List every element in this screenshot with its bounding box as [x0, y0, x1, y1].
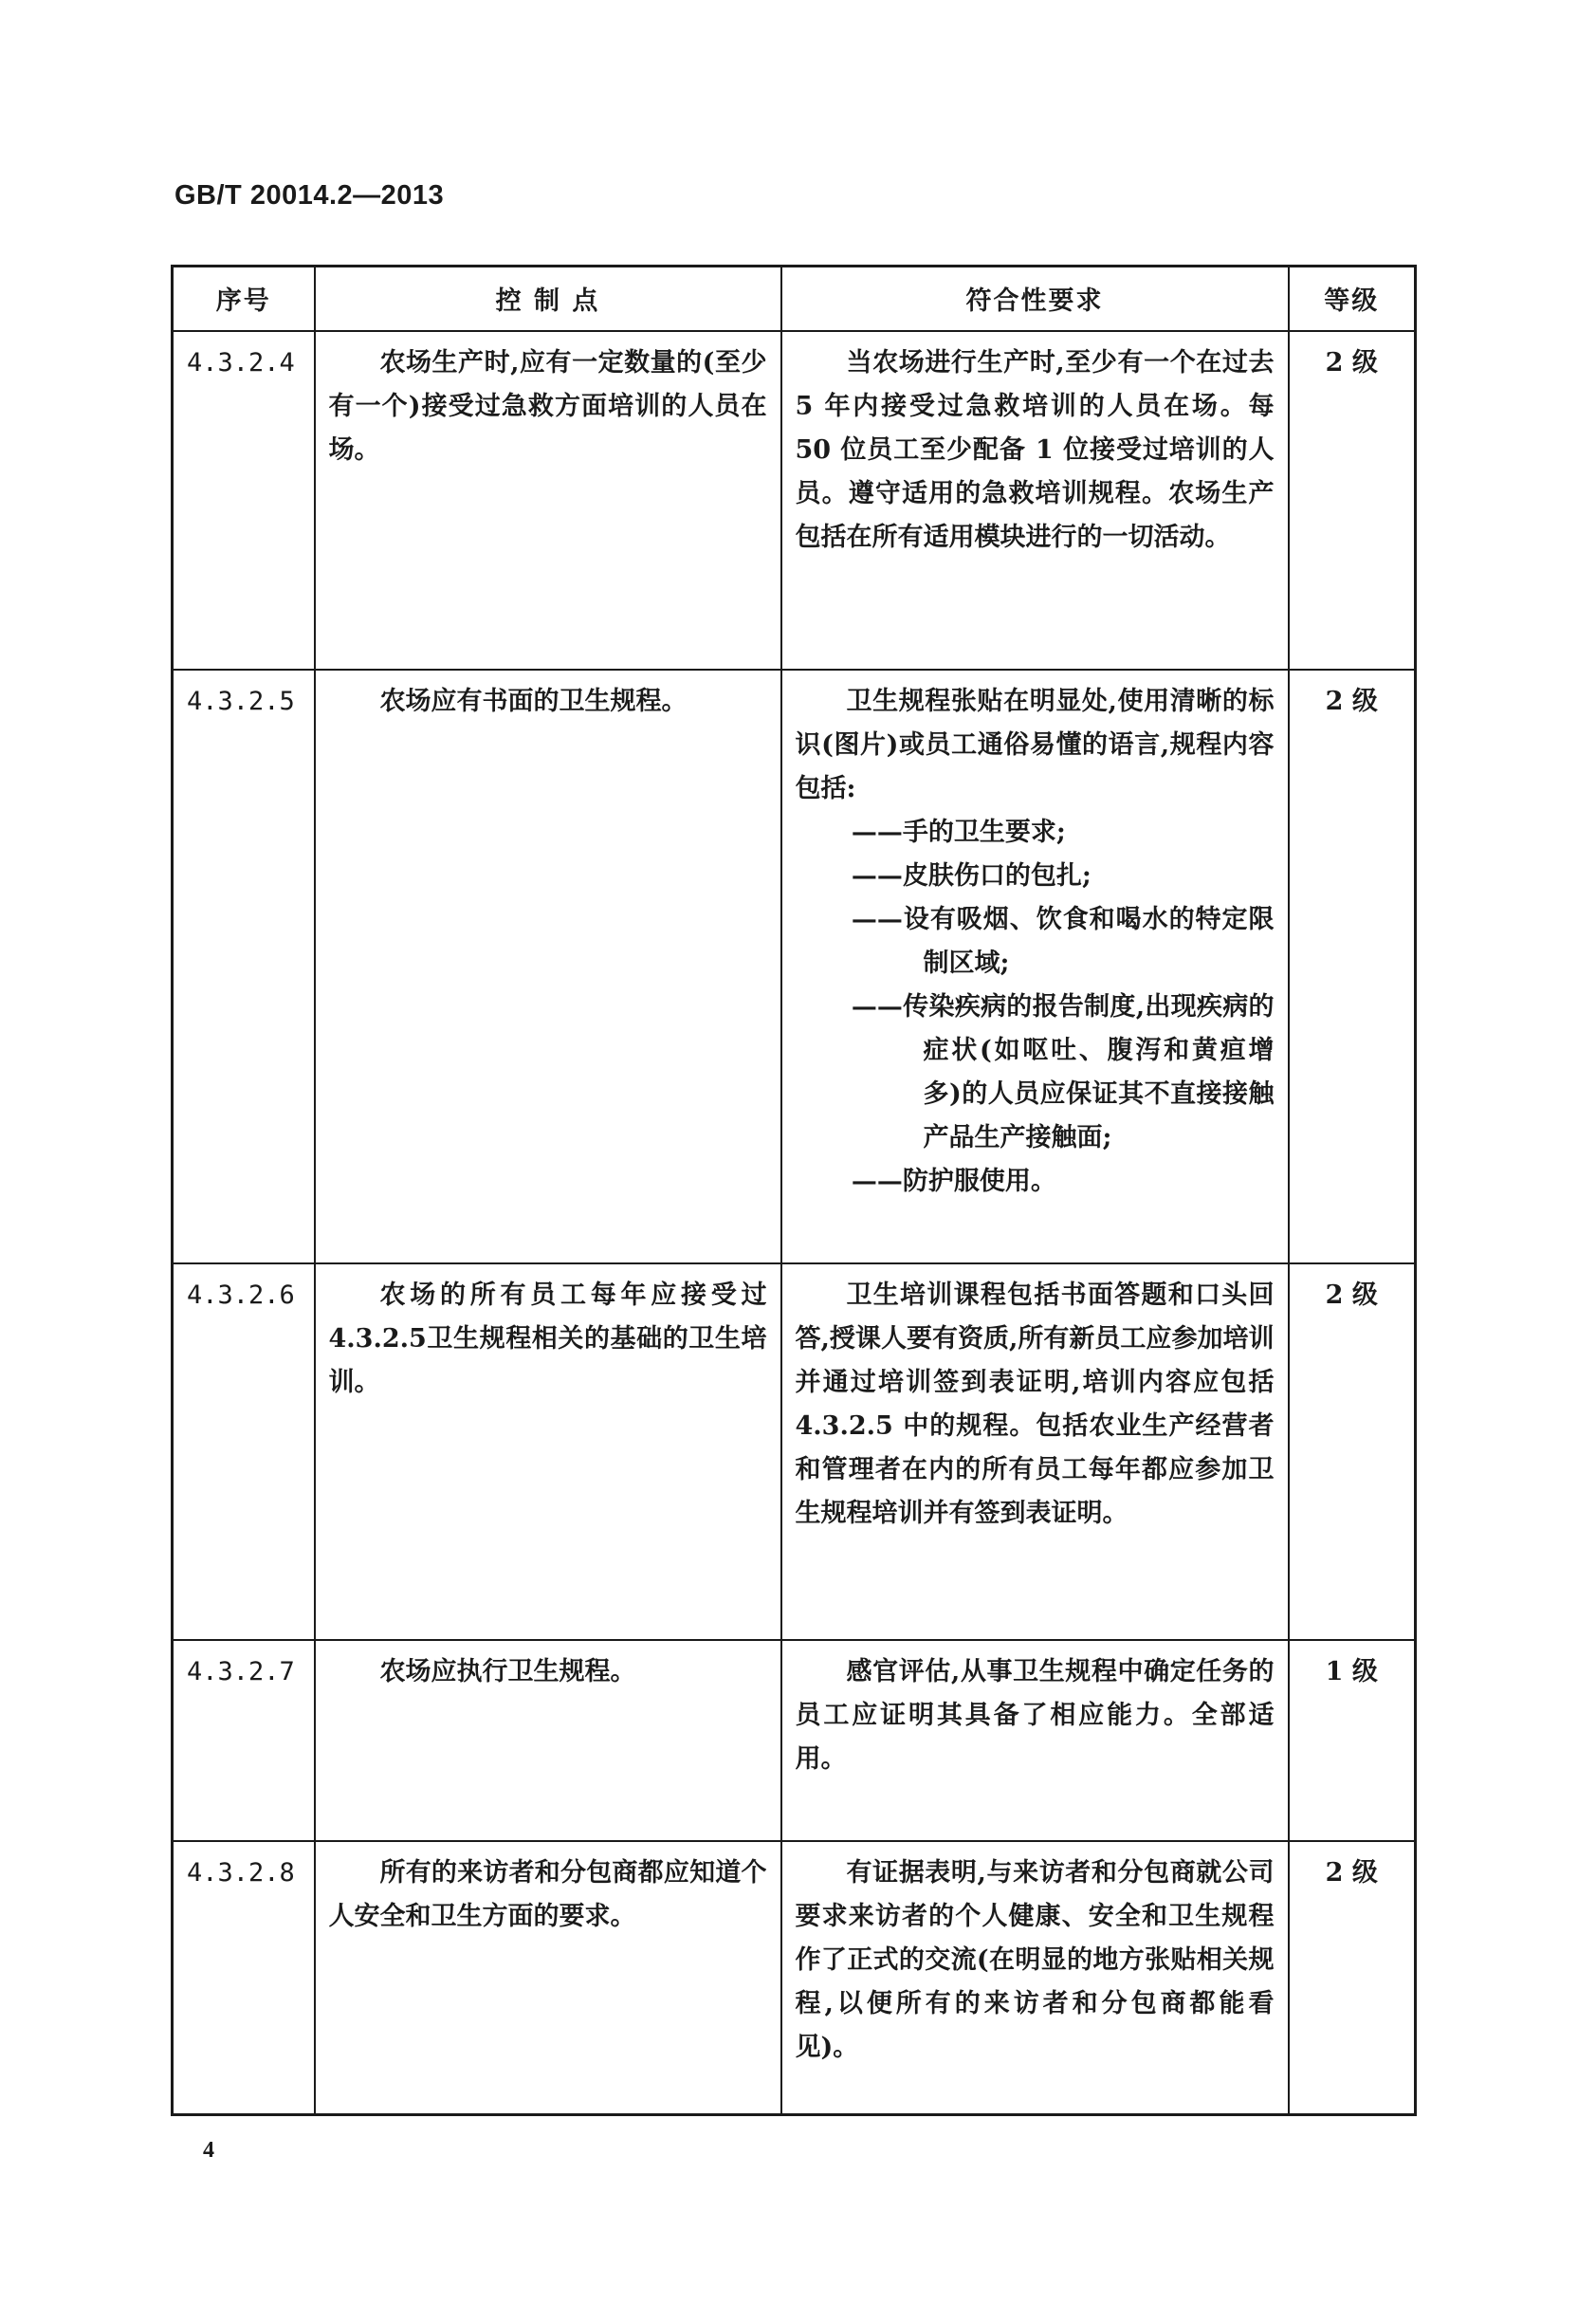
row-requirement: [781, 670, 1289, 1263]
requirement-text: 卫生规程张贴在明显处,使用清晰的标识(图片)或员工通俗易懂的语言,规程内容包括:: [795, 687, 1275, 803]
requirement-list-item: ——设有吸烟、饮食和喝水的特定限制区域;: [851, 905, 1275, 978]
table-row: [173, 1263, 1416, 1640]
row-control-point: 农场的所有员工每年应接受过 4.3.2.5卫生规程相关的基础的卫生培训。: [315, 1263, 781, 1640]
row-grade: 2 级: [1289, 1841, 1416, 2114]
row-num: 4.3.2.4: [173, 331, 315, 670]
column-header-control: 控 制 点: [315, 267, 781, 332]
table-row: [173, 1841, 1416, 2114]
requirement-list-item: ——传染疾病的报告制度,出现疾病的症状(如呕吐、腹泻和黄疸增多)的人员应保证其不直接接触产品生产接触面;: [851, 992, 1275, 1152]
row-control-point: 农场应有书面的卫生规程。: [315, 670, 781, 1263]
column-header-grade: 等级: [1289, 267, 1416, 332]
page-number: 4: [203, 2138, 214, 2163]
requirement-text: 卫生培训课程包括书面答题和口头回答,授课人要有资质,所有新员工应参加培训并通过培训签到表证明,培训内容应包括 4.3.2.5 中的规程。包括农业生产经营者和管理者在内的所有员工每年都应参加卫生规程培训并有签到表证明。: [795, 1280, 1275, 1528]
requirement-text: 感官评估,从事卫生规程中确定任务的员工应证明其具备了相应能力。全部适用。: [795, 1657, 1275, 1774]
row-num: 4.3.2.8: [173, 1841, 315, 2114]
row-grade: 2 级: [1289, 1263, 1416, 1640]
standard-code: GB/T 20014.2—2013: [174, 180, 445, 211]
row-control-point: 所有的来访者和分包商都应知道个人安全和卫生方面的要求。: [315, 1841, 781, 2114]
row-grade: 1 级: [1289, 1640, 1416, 1841]
row-grade: 2 级: [1289, 331, 1416, 670]
table-row: [173, 1640, 1416, 1841]
row-requirement: [781, 1841, 1289, 2114]
requirement-text: 有证据表明,与来访者和分包商就公司要求来访者的个人健康、安全和卫生规程作了正式的交流(在明显的地方张贴相关规程,以便所有的来访者和分包商都能看见)。: [795, 1858, 1275, 2062]
requirement-list-item: ——皮肤伤口的包扎;: [851, 861, 1092, 891]
table-row: [173, 670, 1416, 1263]
row-control-point: 农场应执行卫生规程。: [315, 1640, 781, 1841]
row-grade: 2 级: [1289, 670, 1416, 1263]
requirement-list-item: ——手的卫生要求;: [851, 818, 1066, 847]
row-control-point: 农场生产时,应有一定数量的(至少有一个)接受过急救方面培训的人员在场。: [315, 331, 781, 670]
row-requirement: [781, 1263, 1289, 1640]
table-row: [173, 331, 1416, 670]
column-header-num: 序号: [173, 267, 315, 332]
requirement-text: 当农场进行生产时,至少有一个在过去 5 年内接受过急救培训的人员在场。每 50 位员工至少配备 1 位接受过培训的人员。遵守适用的急救培训规程。农场生产包括在所有适用模块进行的一切活动。: [795, 348, 1275, 552]
column-header-requirement: 符合性要求: [781, 267, 1289, 332]
row-requirement: [781, 331, 1289, 670]
row-requirement: [781, 1640, 1289, 1841]
row-num: 4.3.2.6: [173, 1263, 315, 1640]
row-num: 4.3.2.5: [173, 670, 315, 1263]
requirement-list-item: ——防护服使用。: [851, 1167, 1056, 1196]
table-header-row: [173, 267, 1416, 332]
control-points-table: [171, 265, 1417, 2116]
row-num: 4.3.2.7: [173, 1640, 315, 1841]
